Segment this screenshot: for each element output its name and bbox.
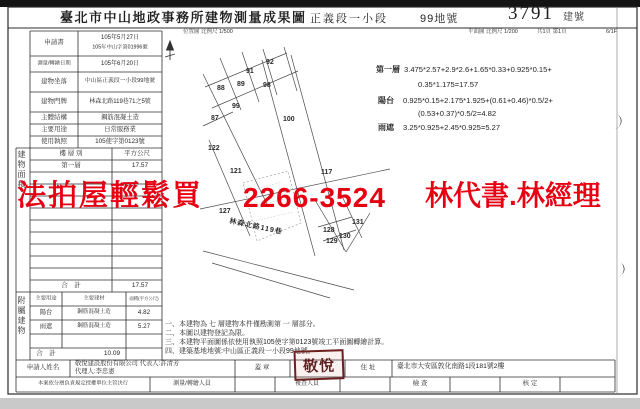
annex-balcony-area: 4.82	[137, 308, 151, 316]
map-lot-91: 91	[246, 68, 254, 75]
note-2: 二、本圖以建物登記為限。	[165, 330, 249, 337]
map-lot-129: 129	[326, 238, 338, 245]
binding-mark-top	[615, 114, 621, 129]
floor-row-name: 第一層	[61, 161, 81, 169]
applicant-name: 敬悅建設股份有限公司 代表人:許清芳	[75, 360, 180, 367]
floor-row-area: 17.57	[131, 161, 149, 169]
formula-balcony-line1: 0.925*0.15+2.175*1.925+(0.61+0.46)*0.5/2+	[403, 96, 553, 105]
map-lot-100: 100	[283, 116, 295, 123]
authorization-note: 本案依分層負責規定授權單位主管決行	[37, 380, 129, 387]
watermark-agent: 林代書.林經理	[425, 180, 601, 211]
watermark-phone: 2266-3524	[243, 182, 386, 213]
formula-canopy-label: 雨遮	[378, 123, 394, 132]
floor-table-side-label: 建物面積	[17, 150, 26, 190]
applicant-address: 臺北市大安區敦化南路1段181號2樓	[397, 363, 505, 370]
surveyor-label: 測量/轉繪人員	[173, 381, 211, 387]
applicant-agent: 代理人:李忠憲	[75, 368, 115, 375]
map-lot-88: 88	[217, 85, 225, 92]
floor-total-label: 合 計	[61, 281, 81, 289]
north-arrow-icon	[165, 41, 175, 60]
row-label-location: 建物坐落	[41, 77, 67, 85]
structure-value: 鋼筋混凝土造	[101, 113, 139, 121]
annex-canopy-area: 5.27	[137, 322, 151, 330]
map-lot-98: 98	[263, 82, 271, 89]
floor-code: 6/1F	[606, 29, 618, 35]
survey-date: 105年6月20日	[100, 61, 140, 67]
map-lot-128: 128	[323, 227, 335, 234]
map-lot-127: 127	[219, 208, 231, 215]
formula-balcony-line2: (0.53+0.37)*0.5/2=4.82	[418, 109, 497, 118]
formula-canopy-line1: 3.25*0.925+2.45*0.925=5.27	[403, 123, 501, 132]
license-value: 105使字第0123號	[95, 137, 145, 145]
annex-total-label: 合 計	[36, 349, 56, 357]
lot-number: 99地號	[420, 13, 459, 25]
map-lot-131: 131	[352, 219, 364, 226]
annex-row-balcony: 陽台	[39, 308, 53, 316]
applicant-label: 申請人姓名	[26, 363, 60, 371]
map-lot-89: 89	[237, 81, 245, 88]
note-4: 四、建築基地地號:中山區正義段一小段99地號。	[165, 348, 315, 355]
map-lot-122: 122	[208, 145, 220, 152]
annex-canopy-material: 鋼筋混凝土造	[77, 323, 111, 330]
company-seal-stamp	[293, 349, 344, 381]
reviewer-label: 複查人員	[294, 381, 320, 387]
annex-table-side-label: 附屬建物	[17, 296, 26, 336]
formula-floor1-line2: 0.35*1.175=17.57	[418, 80, 479, 89]
row-label-structure: 主體結構	[41, 113, 67, 121]
building-number-label: 建號	[563, 12, 585, 23]
approve-label: 核 定	[522, 379, 538, 387]
floor-col-header: 樓 層 別	[59, 149, 83, 157]
location-map-scale: 位置圖 比例尺 1/500	[183, 29, 233, 35]
page-count: 共1頁 第1頁	[537, 29, 567, 35]
application-date: 105年5月27日	[100, 35, 140, 41]
building-location: 中山區正義段一小段99地號	[84, 78, 156, 85]
row-label-address: 建物門牌	[41, 97, 67, 105]
binding-mark-bottom	[618, 262, 624, 277]
map-lot-130: 130	[339, 233, 351, 240]
check-label: 檢 查	[412, 379, 428, 387]
formula-floor1-label: 第一層	[376, 65, 400, 74]
area-col-header: 平方公尺	[124, 149, 150, 157]
row-label-use: 主要用途	[41, 125, 67, 133]
application-number: 105年中山字第01996號	[92, 44, 148, 51]
formula-balcony-label: 陽台	[378, 96, 394, 105]
row-label-license: 使用執照	[41, 137, 67, 145]
annex-row-canopy: 雨遮	[39, 322, 53, 330]
land-section: 正義段一小段	[310, 13, 388, 25]
map-lot-87: 87	[211, 115, 219, 122]
seal-label: 蓋 章	[254, 363, 270, 371]
note-1: 一、本建物為 七 層建物本件僅勘測第 一 層部分。	[165, 321, 320, 328]
floor-total-value: 17.57	[131, 281, 149, 289]
map-lot-121: 121	[230, 168, 242, 175]
map-lot-117: 117	[321, 169, 333, 176]
street-label: 林森北路119巷	[228, 218, 284, 237]
building-number-stamp: 3791	[508, 3, 554, 24]
formula-floor1-line1: 3.475*2.57+2.9*2.6+1.65*0.33+0.925*0.15+	[404, 65, 552, 74]
address-label: 住 址	[360, 363, 376, 371]
map-lot-92: 92	[266, 59, 274, 66]
annex-total-value: 10.09	[103, 349, 121, 357]
seal-text: 敬悅	[302, 357, 336, 376]
annex-balcony-material: 鋼筋混凝土造	[77, 309, 111, 316]
row-label-application: 申請書	[44, 38, 64, 46]
cadastral-parcel-lines	[200, 47, 390, 298]
annex-col-area: 面積(平方公尺)	[129, 295, 159, 301]
plan-scale: 平面圖 比例尺 1/200	[468, 29, 518, 35]
annex-col-material: 主要建材	[83, 295, 105, 302]
map-lot-99: 99	[232, 103, 240, 110]
annex-col-use: 主要用途	[35, 295, 57, 302]
watermark-slogan: 法拍屋輕鬆買	[17, 180, 204, 212]
note-3: 三、本建物平面圖係依使用執照105使字第0123號竣工平面圖轉繪計算。	[165, 339, 389, 346]
use-value: 日常服務業	[104, 125, 136, 133]
building-address: 林森北路119巷71之5號	[89, 99, 151, 105]
document-title: 臺北市中山地政事務所建物測量成果圖	[60, 10, 307, 25]
row-label-survey-date: 測量/轉繪日期	[37, 60, 71, 67]
